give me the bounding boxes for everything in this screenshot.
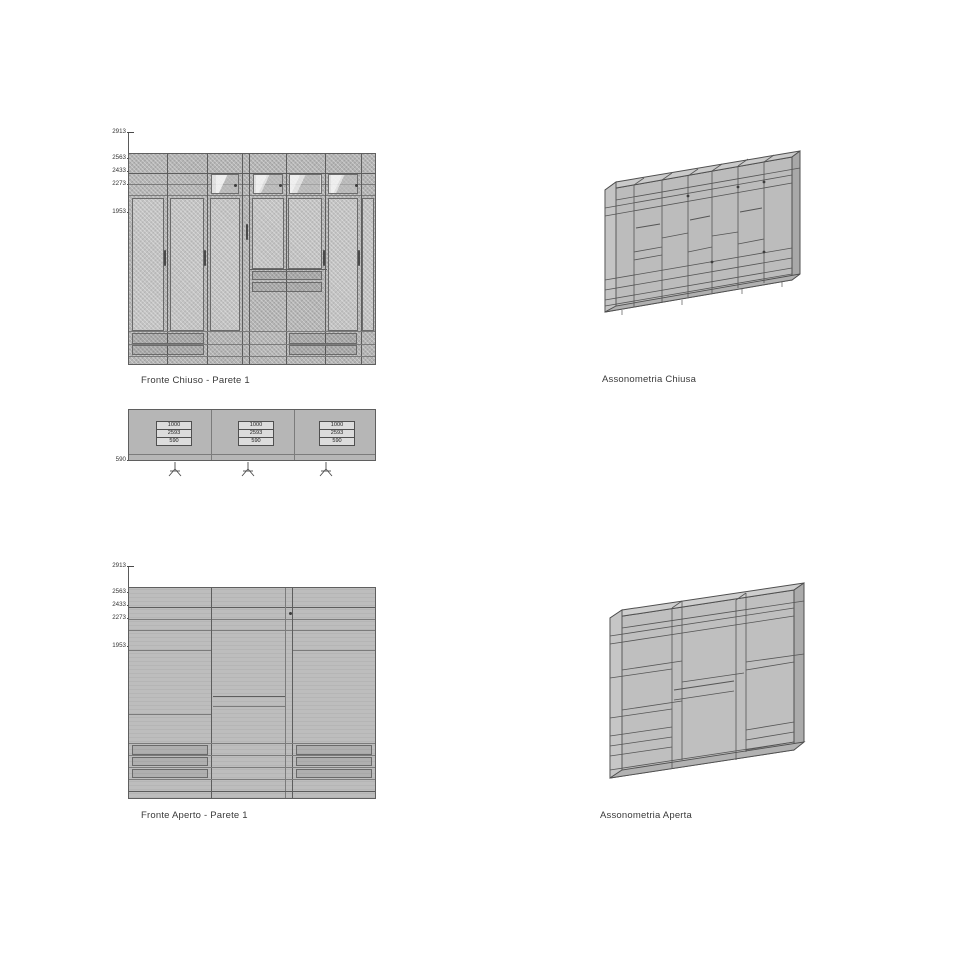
door-panel-5 <box>288 198 322 269</box>
module-divider-2 <box>207 154 208 364</box>
plan-divider-1 <box>211 410 212 460</box>
tick-mark <box>127 566 134 567</box>
dimension-label: 1953 <box>112 642 126 649</box>
front-closed-elevation <box>128 153 376 365</box>
door-panel-6 <box>328 198 358 331</box>
open-drawer-line-4 <box>129 779 375 780</box>
axo-closed-view <box>592 140 812 370</box>
caption-front-closed: Fronte Chiuso - Parete 1 <box>141 375 250 386</box>
module-divider-4 <box>249 154 250 364</box>
view-marker-3 <box>317 462 335 476</box>
door-handle-5 <box>358 250 360 266</box>
open-drawer-6 <box>296 769 372 778</box>
drawer-top-line <box>129 331 375 332</box>
dimension-label: 2433 <box>112 601 126 608</box>
plan-depth-line <box>129 454 375 455</box>
open-rail-2273 <box>129 630 375 631</box>
dimension-label: 2563 <box>112 588 126 595</box>
glass-panel-3 <box>289 174 322 194</box>
door-handle-4 <box>323 250 325 266</box>
dimension-tick-2913 <box>100 128 134 136</box>
door-handle-1 <box>164 250 166 266</box>
open-shelf-l2 <box>129 714 211 715</box>
niche-shelf-line <box>249 269 327 270</box>
drawer-front-1 <box>132 333 204 344</box>
dimension-label: 590 <box>115 456 126 463</box>
plan-height-3: 2593 <box>320 430 354 438</box>
hinge-dot-1 <box>234 184 237 187</box>
plan-depth-3: 590 <box>332 438 342 444</box>
dimension-label: 2563 <box>112 154 126 161</box>
axo-closed-svg <box>592 140 812 370</box>
plan-label-box-3 <box>319 421 355 446</box>
drawer-front-4 <box>289 345 357 355</box>
dimension-tick-2913-open <box>100 562 134 570</box>
glass-panel-4 <box>328 174 358 194</box>
view-marker-2 <box>239 462 257 476</box>
plan-width-3: 1000 <box>320 422 354 430</box>
caption-front-open: Fronte Aperto - Parete 1 <box>141 810 248 821</box>
open-top-rail <box>129 607 375 608</box>
door-panel-7 <box>362 198 374 331</box>
drawer-bottom-line <box>129 356 375 357</box>
open-shelf-m1 <box>213 706 285 707</box>
hinge-dot-3 <box>355 184 358 187</box>
door-handle-2 <box>204 250 206 266</box>
open-shelf-r1 <box>293 650 376 651</box>
plan-label-box-2 <box>238 421 274 446</box>
dimension-label: 2913 <box>112 562 126 569</box>
open-drawer-2 <box>132 757 208 766</box>
open-plinth-line <box>129 791 375 792</box>
caption-axo-closed: Assonometria Chiusa <box>602 374 697 385</box>
plan-width-1: 1000 <box>157 422 191 430</box>
open-drawer-4 <box>296 745 372 755</box>
open-drawer-3 <box>132 769 208 778</box>
door-handle-3 <box>246 224 248 240</box>
plan-width-2: 1000 <box>239 422 273 430</box>
niche-shelf-2 <box>252 282 322 292</box>
open-hinge-dot <box>289 612 292 615</box>
drawer-front-3 <box>289 333 357 344</box>
open-drawer-line-2 <box>129 755 375 756</box>
shelf-line-2273 <box>129 195 375 196</box>
open-drawer-5 <box>296 757 372 766</box>
hinge-dot-2 <box>279 184 282 187</box>
open-rail-2433 <box>129 619 375 620</box>
plan-label-box-1 <box>156 421 192 446</box>
drawer-front-2 <box>132 345 204 355</box>
tick-mark <box>127 132 134 133</box>
dimension-label: 2913 <box>112 128 126 135</box>
door-panel-1 <box>132 198 164 331</box>
open-drawer-1 <box>132 745 208 755</box>
niche-shelf <box>252 271 322 280</box>
front-open-elevation <box>128 587 376 799</box>
dimension-label: 2273 <box>112 614 126 621</box>
door-panel-3 <box>210 198 240 331</box>
open-drawer-line-1 <box>129 743 375 744</box>
open-drawer-line-3 <box>129 767 375 768</box>
dimension-label: 1953 <box>112 208 126 215</box>
view-marker-1 <box>166 462 184 476</box>
module-divider-5 <box>286 154 287 364</box>
dimension-label: 2273 <box>112 180 126 187</box>
plan-height-2: 2593 <box>239 430 273 438</box>
axo-open-svg <box>596 570 816 800</box>
door-panel-4 <box>252 198 284 269</box>
door-panel-2 <box>170 198 204 331</box>
caption-axo-open: Assonometria Aperta <box>600 810 692 821</box>
axo-open-view <box>596 570 816 800</box>
plan-depth-1: 590 <box>169 438 179 444</box>
plan-view <box>128 409 376 461</box>
open-hanging-rail <box>213 696 285 697</box>
dimension-label: 2433 <box>112 167 126 174</box>
plan-divider-2 <box>294 410 295 460</box>
plan-height-1: 2593 <box>157 430 191 438</box>
open-shelf-l1 <box>129 650 211 651</box>
plan-depth-2: 590 <box>251 438 261 444</box>
module-divider-3 <box>242 154 243 364</box>
